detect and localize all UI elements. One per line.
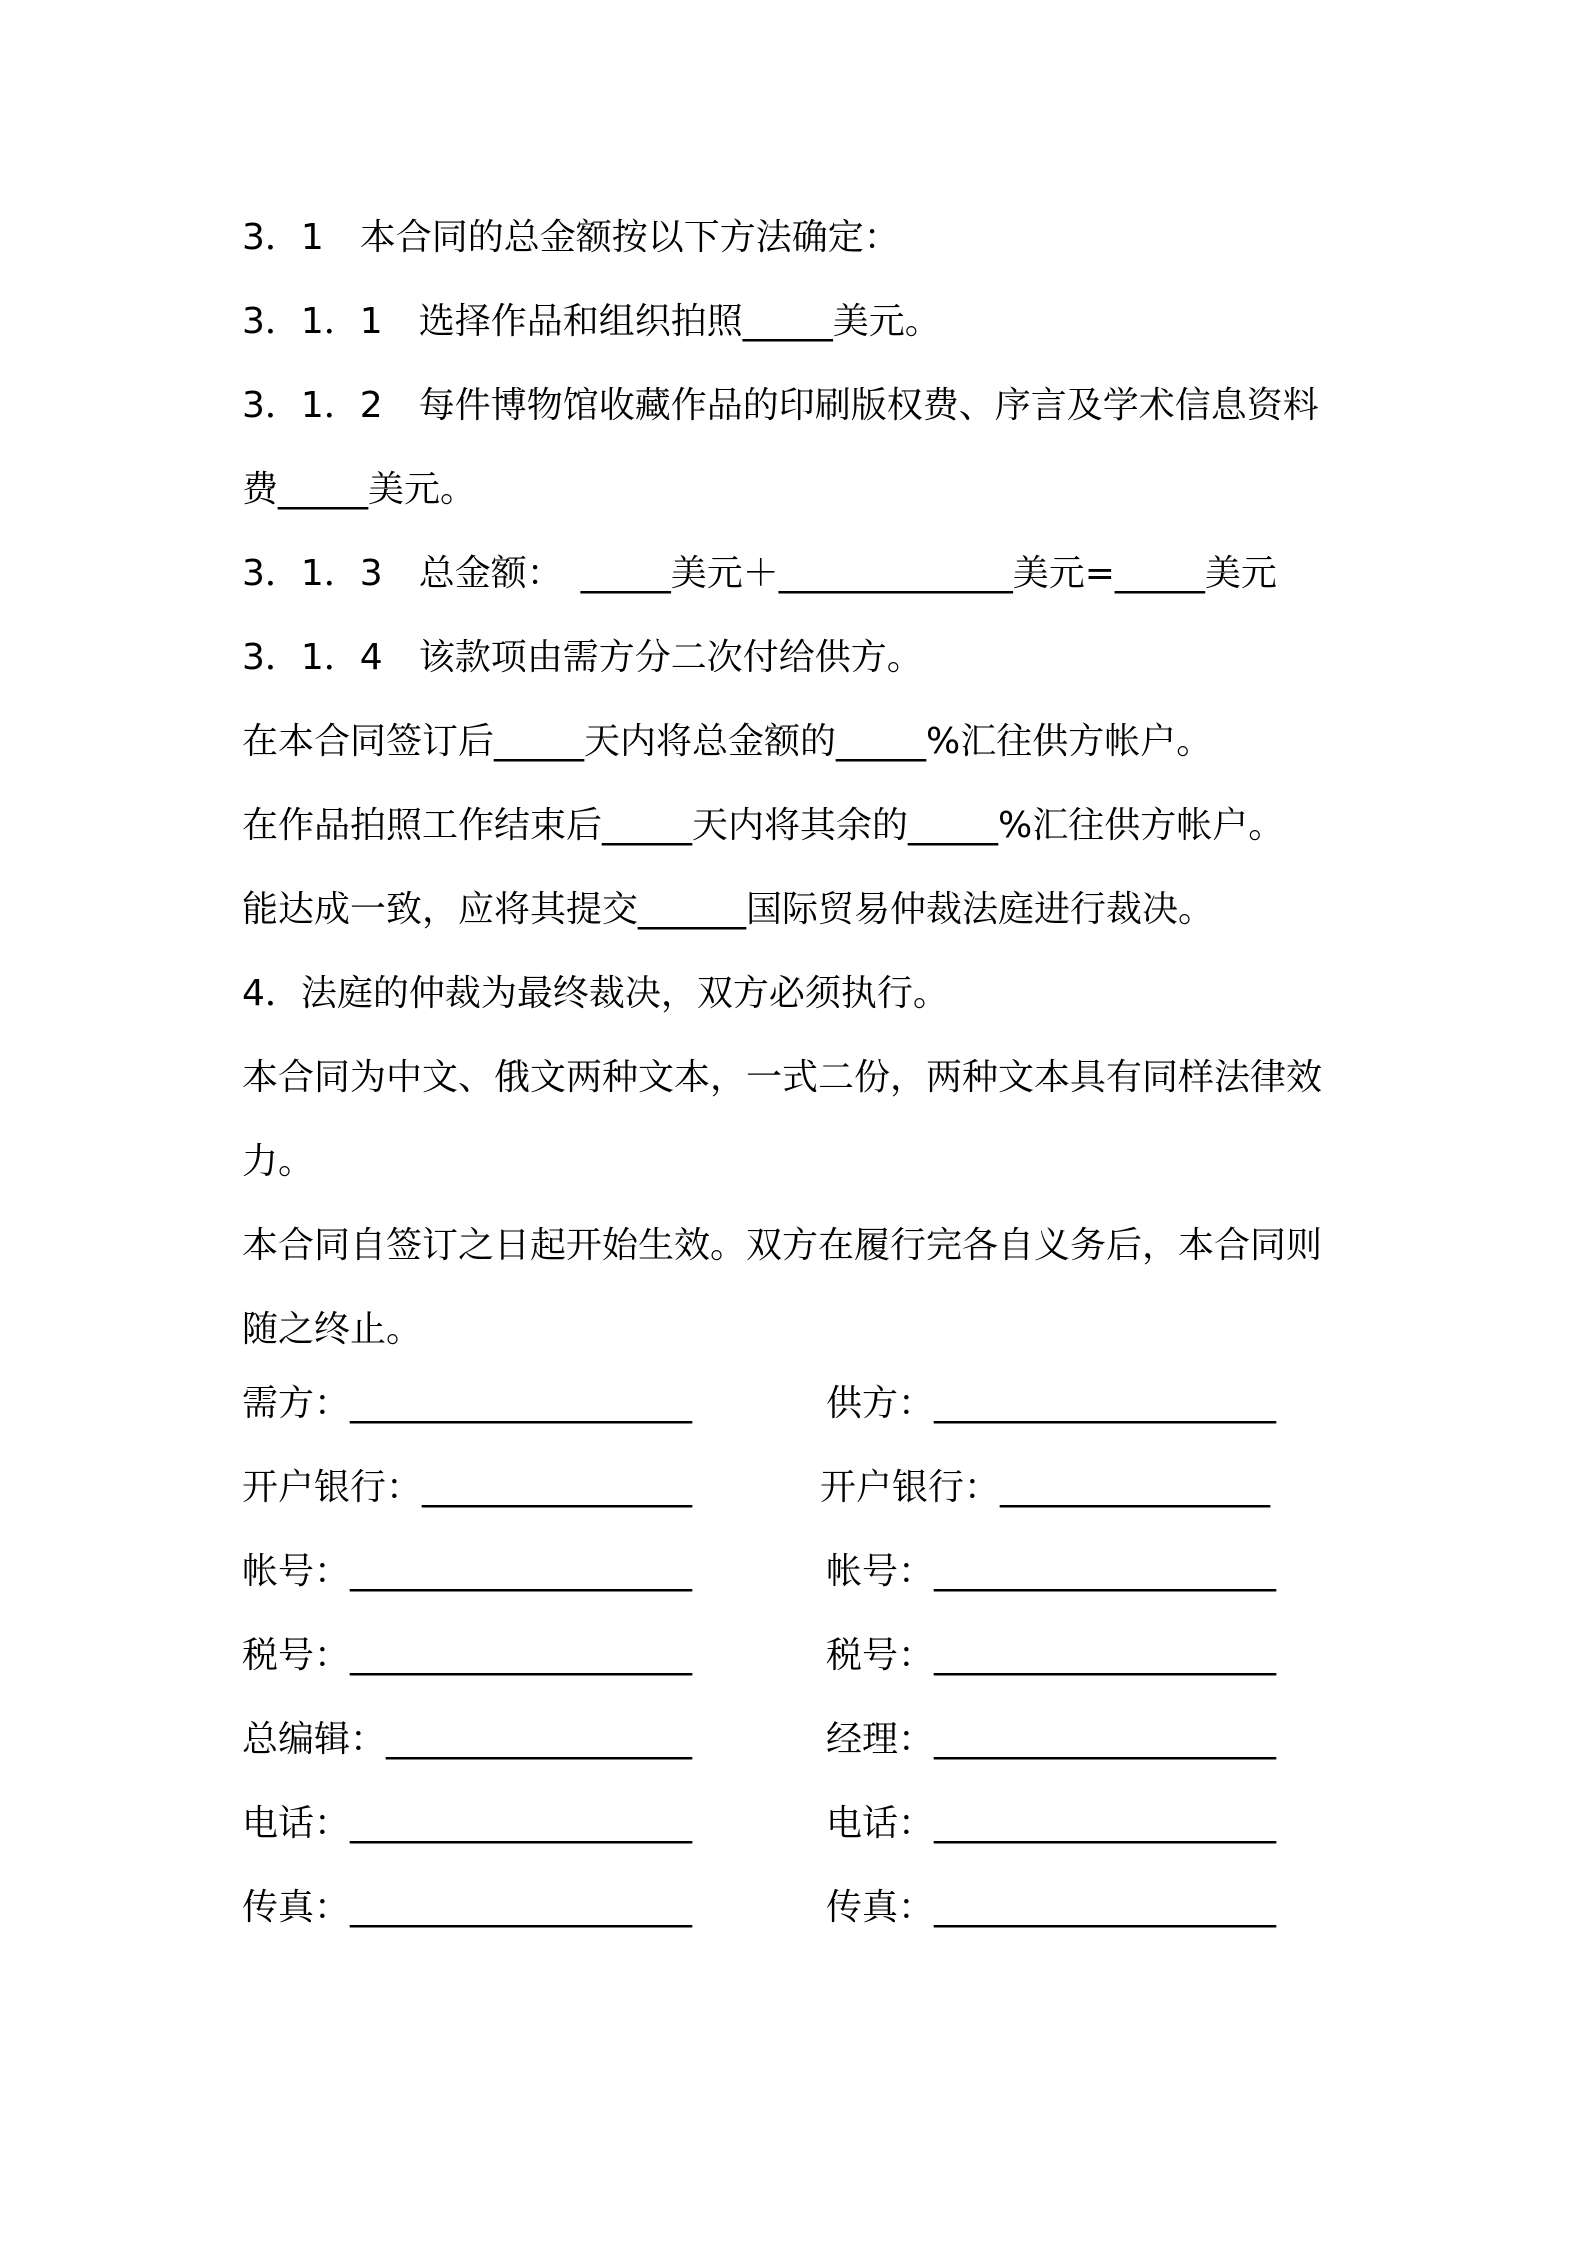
effective-clause-continued: 随之终止。: [242, 1309, 423, 1350]
buyer-fax-field: 传真：___________________: [242, 1887, 693, 1928]
clause-3-1-2: 3．1．2 每件博物馆收藏作品的印刷版权费、序言及学术信息资料: [242, 385, 1319, 426]
buyer-field: 需方：___________________: [242, 1383, 693, 1424]
clause-3-1-3: 3．1．3 总金额： _____美元＋_____________美元=_____美元: [242, 553, 1277, 594]
field-row-phone: [242, 1782, 1362, 1866]
clause-3-1-2-continued: 费_____美元。: [242, 469, 477, 510]
field-row-signatory: [242, 1698, 1362, 1782]
supplier-field: 供方：___________________: [826, 1383, 1277, 1424]
arbitration-clause: 能达成一致，应将其提交______国际贸易仲裁法庭进行裁决。: [242, 889, 1215, 930]
editor-in-chief-field: 总编辑：_________________: [242, 1719, 693, 1760]
buyer-phone-field: 电话：___________________: [242, 1803, 693, 1844]
language-clause-continued: 力。: [242, 1141, 315, 1182]
payment-second-installment: 在作品拍照工作结束后_____天内将其余的_____%汇往供方帐户。: [242, 805, 1285, 846]
buyer-tax-field: 税号：___________________: [242, 1635, 693, 1676]
contract-body: [242, 196, 1362, 1372]
field-row-tax: [242, 1614, 1362, 1698]
manager-field: 经理：___________________: [826, 1719, 1277, 1760]
supplier-account-field: 帐号：___________________: [826, 1551, 1277, 1592]
supplier-phone-field: 电话：___________________: [826, 1803, 1277, 1844]
clause-3-1: 3．1 本合同的总金额按以下方法确定：: [242, 217, 900, 258]
clause-3-1-4: 3．1．4 该款项由需方分二次付给供方。: [242, 637, 923, 678]
clause-3-1-1: 3．1．1 选择作品和组织拍照_____美元。: [242, 301, 941, 342]
clause-4: 4．法庭的仲裁为最终裁决，双方必须执行。: [242, 973, 949, 1014]
buyer-bank-field: 开户银行：_______________: [242, 1467, 693, 1508]
field-row-bank: [242, 1446, 1362, 1530]
supplier-tax-field: 税号：___________________: [826, 1635, 1277, 1676]
field-row-party: [242, 1362, 1362, 1446]
language-clause: 本合同为中文、俄文两种文本，一式二份，两种文本具有同样法律效: [242, 1057, 1323, 1098]
supplier-fax-field: 传真：___________________: [826, 1887, 1277, 1928]
effective-clause: 本合同自签订之日起开始生效。双方在履行完各自义务后，本合同则: [242, 1225, 1323, 1266]
field-row-fax: [242, 1866, 1362, 1950]
field-row-account: [242, 1530, 1362, 1614]
buyer-account-field: 帐号：___________________: [242, 1551, 693, 1592]
signature-block: [242, 1362, 1362, 1950]
supplier-bank-field: 开户银行：_______________: [820, 1467, 1271, 1508]
payment-first-installment: 在本合同签订后_____天内将总金额的_____%汇往供方帐户。: [242, 721, 1213, 762]
